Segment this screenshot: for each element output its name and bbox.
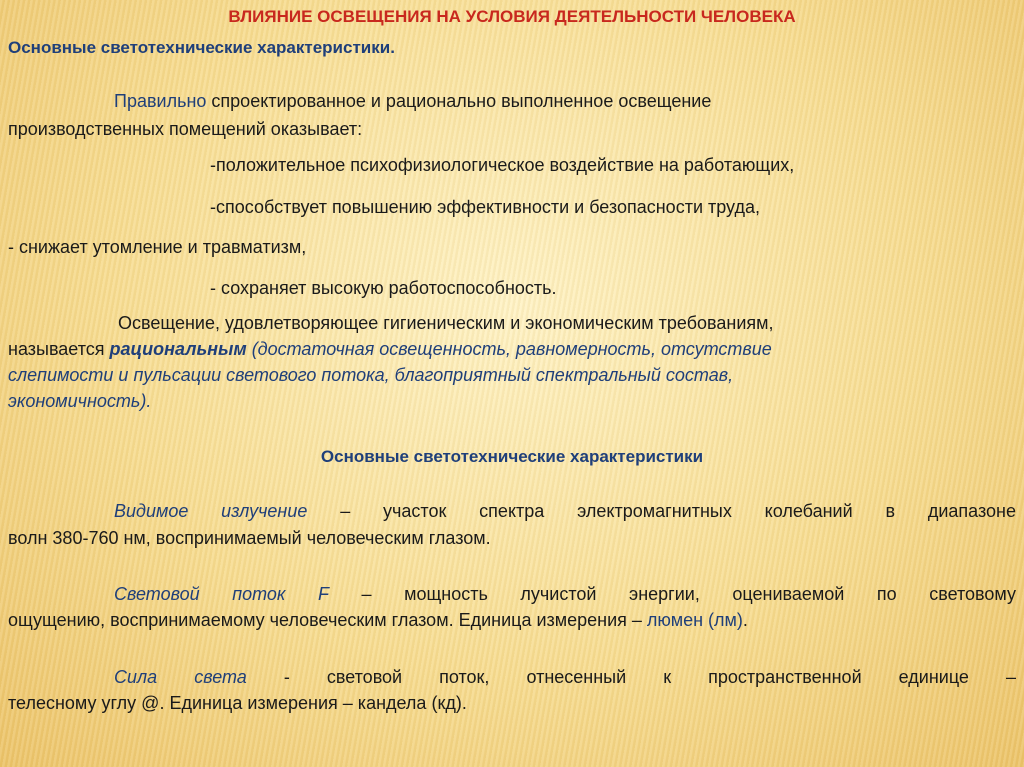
- rational-line-2: называется рациональным (достаточная освещенность, равномерность, отсутствие: [8, 339, 772, 359]
- rational-line-1: Освещение, удовлетворяющее гигиеническим и экономическим требованиям,: [118, 313, 774, 333]
- slide-subtitle: Основные светотехнические характеристики.: [8, 38, 395, 57]
- definition-term: Световой поток F: [114, 584, 329, 604]
- intro-lead-word: Правильно: [114, 91, 207, 111]
- definition-luminous-intensity-line-2: телесному углу @. Единица измерения – кандела (кд).: [8, 693, 467, 713]
- definition-term: Сила света: [114, 667, 247, 687]
- rational-line-4: экономичность).: [8, 391, 152, 411]
- definition-luminous-flux-line-2: ощущению, воспринимаемому человеческим глазом. Единица измерения – люмен (лм).: [8, 610, 748, 630]
- effect-item: -способствует повышению эффективности и безопасности труда,: [210, 197, 760, 217]
- effect-item: - снижает утомление и травматизм,: [8, 237, 307, 257]
- section-heading: Основные светотехнические характеристики: [320, 447, 704, 466]
- definition-visible-light-line-2: волн 380-760 нм, воспринимаемый человеческим глазом.: [8, 528, 491, 548]
- slide-title: ВЛИЯНИЕ ОСВЕЩЕНИЯ НА УСЛОВИЯ ДЕЯТЕЛЬНОСТИ ЧЕЛОВЕКА: [228, 7, 796, 26]
- definition-luminous-flux-line-1: Световой поток F – мощность лучистой энергии, оцениваемой по световому: [114, 584, 1016, 604]
- rational-term: рациональным: [109, 339, 247, 359]
- unit-lumen: люмен (лм): [646, 610, 743, 630]
- rational-line-3: слепимости и пульсации светового потока, благоприятный спектральный состав,: [8, 365, 734, 385]
- intro-line-1: Правильно спроектированное и рационально выполненное освещение: [114, 91, 712, 111]
- definition-visible-light-line-1: Видимое излучение – участок спектра электромагнитных колебаний в диапазоне: [114, 501, 1016, 521]
- intro-line-2: производственных помещений оказывает:: [8, 119, 363, 139]
- definition-term: Видимое излучение: [114, 501, 308, 521]
- effect-item: -положительное психофизиологическое воздействие на работающих,: [210, 155, 795, 175]
- effect-item: - сохраняет высокую работоспособность.: [210, 278, 557, 298]
- definition-luminous-intensity-line-1: Сила света - световой поток, отнесенный к пространственной единице –: [114, 667, 1016, 687]
